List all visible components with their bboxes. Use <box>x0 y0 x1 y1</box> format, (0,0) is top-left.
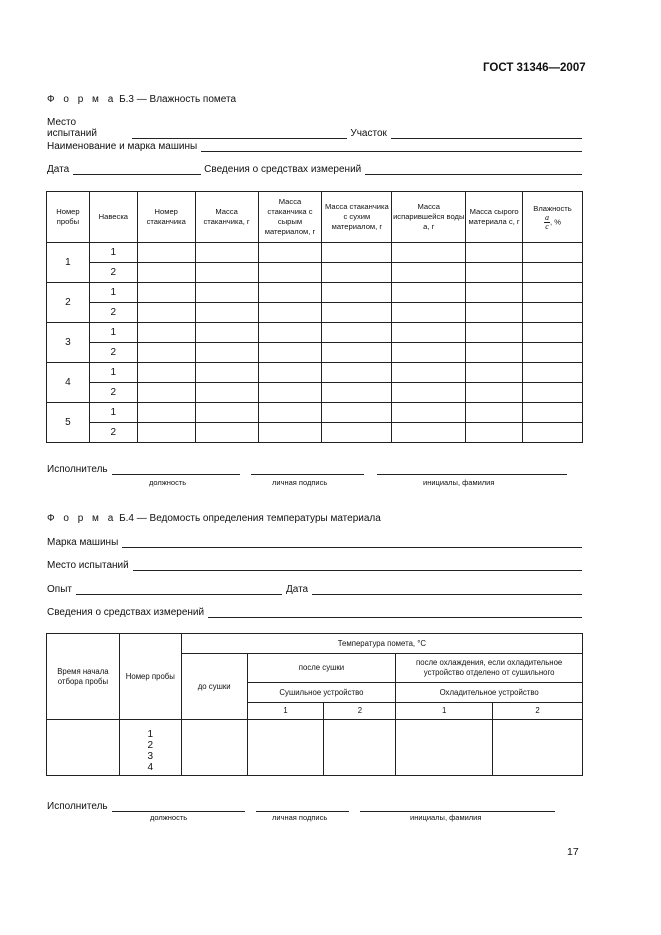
data-cell[interactable] <box>392 403 466 423</box>
data-cell[interactable] <box>493 720 583 776</box>
form-title-text: Б.3 — Влажность помета <box>119 94 237 105</box>
data-cell[interactable] <box>466 323 523 343</box>
data-cell[interactable] <box>523 263 583 283</box>
data-cell[interactable] <box>258 383 322 403</box>
caption-name: инициалы, фамилия <box>423 478 495 487</box>
weighing-number-cell: 2 <box>89 263 137 283</box>
data-cell[interactable] <box>195 303 258 323</box>
fraction-denominator: c <box>545 221 549 231</box>
col-water-mass: Масса испарившейся воды a, г <box>392 192 466 243</box>
col-start-time: Время начала отбора пробы <box>47 634 120 720</box>
data-cell[interactable] <box>392 423 466 443</box>
data-cell[interactable] <box>392 263 466 283</box>
field-label-brand: Марка машины <box>47 537 119 548</box>
time-cell[interactable] <box>47 720 120 776</box>
data-cell[interactable] <box>247 720 324 776</box>
field-row-instruments-b4 <box>47 607 582 618</box>
performer-row-b4 <box>47 801 555 812</box>
position-input-line[interactable] <box>112 801 245 812</box>
table-row <box>47 263 583 283</box>
data-cell[interactable] <box>195 403 258 423</box>
weighing-number-cell: 2 <box>89 383 137 403</box>
form-label: Ф о р м а <box>47 513 117 524</box>
data-cell[interactable] <box>523 243 583 263</box>
sample-number: 2 <box>147 740 154 751</box>
temperature-table <box>46 633 583 776</box>
data-cell[interactable] <box>322 263 392 283</box>
table-row <box>47 283 583 303</box>
data-cell[interactable] <box>258 423 322 443</box>
field-label-trial: Опыт <box>47 584 72 595</box>
col-raw-mass: Масса сырого материала c, г <box>466 192 523 243</box>
data-cell[interactable] <box>258 363 322 383</box>
performer-label: Исполнитель <box>47 464 108 475</box>
data-cell[interactable] <box>258 303 322 323</box>
weighing-number-cell: 2 <box>89 303 137 323</box>
data-cell[interactable] <box>523 283 583 303</box>
data-cell[interactable] <box>322 303 392 323</box>
data-cell[interactable] <box>137 423 195 443</box>
sample-number-cell: 4 <box>47 363 90 403</box>
data-cell[interactable] <box>137 383 195 403</box>
col-sub-1: 1 <box>396 703 493 720</box>
data-cell[interactable] <box>258 343 322 363</box>
machine-input-line[interactable] <box>201 141 582 152</box>
place-input-line[interactable] <box>133 560 582 571</box>
data-cell[interactable] <box>322 283 392 303</box>
col-temperature: Температура помета, °С <box>181 634 582 654</box>
col-sub-1: 1 <box>247 703 324 720</box>
data-cell[interactable] <box>523 383 583 403</box>
data-cell[interactable] <box>195 363 258 383</box>
data-cell[interactable] <box>392 303 466 323</box>
col-sample: Номер пробы <box>47 192 90 243</box>
field-row-brand <box>47 537 582 548</box>
data-cell[interactable] <box>195 383 258 403</box>
data-cell[interactable] <box>523 363 583 383</box>
sample-number: 1 <box>147 729 154 740</box>
data-cell[interactable] <box>195 343 258 363</box>
data-cell[interactable] <box>466 423 523 443</box>
sample-number: 3 <box>147 751 154 762</box>
data-cell[interactable] <box>392 243 466 263</box>
field-label-date: Дата <box>285 584 309 595</box>
table-row <box>47 403 583 423</box>
humidity-label: Влажность <box>533 203 572 213</box>
weighing-number-cell: 1 <box>89 323 137 343</box>
performer-label: Исполнитель <box>47 801 108 812</box>
col-sample: Номер пробы <box>119 634 181 720</box>
section-input-line[interactable] <box>391 128 582 139</box>
data-cell[interactable] <box>137 403 195 423</box>
signature-input-line[interactable] <box>256 801 349 812</box>
date-input-line[interactable] <box>312 584 582 595</box>
data-cell[interactable] <box>195 283 258 303</box>
field-row-date <box>47 164 582 175</box>
position-input-line[interactable] <box>112 464 240 475</box>
page-number: 17 <box>567 846 579 858</box>
caption-position: должность <box>149 478 187 487</box>
instruments-input-line[interactable] <box>365 164 582 175</box>
humidity-table <box>46 191 583 443</box>
data-cell[interactable] <box>258 243 322 263</box>
data-cell[interactable] <box>181 720 247 776</box>
caption-signature: личная подпись <box>272 813 328 822</box>
col-wet-mass: Масса стаканчика с сырым материалом, г <box>258 192 322 243</box>
data-cell[interactable] <box>137 263 195 283</box>
humidity-table-body <box>47 243 583 443</box>
table-row <box>47 243 583 263</box>
data-cell[interactable] <box>466 343 523 363</box>
weighing-number-cell: 1 <box>89 363 137 383</box>
data-cell[interactable] <box>137 323 195 343</box>
col-before-drying: до сушки <box>181 654 247 720</box>
data-cell[interactable] <box>523 423 583 443</box>
data-cell[interactable] <box>322 323 392 343</box>
humidity-unit: , % <box>550 217 562 226</box>
name-input-line[interactable] <box>377 464 567 475</box>
data-cell[interactable] <box>258 323 322 343</box>
weighing-number-cell: 1 <box>89 243 137 263</box>
trial-input-line[interactable] <box>76 584 282 595</box>
form-label: Ф о р м а <box>47 94 117 105</box>
performer-row-b3 <box>47 464 567 475</box>
data-cell[interactable] <box>322 383 392 403</box>
data-cell[interactable] <box>322 243 392 263</box>
field-label-date: Дата <box>47 164 70 175</box>
field-row-trial <box>47 584 582 595</box>
data-cell[interactable] <box>523 343 583 363</box>
field-label-instruments: Сведения о средствах измерений <box>204 164 362 175</box>
col-humidity <box>523 192 583 243</box>
table-row <box>47 423 583 443</box>
caption-name: инициалы, фамилия <box>410 813 482 822</box>
col-dryer: Сушильное устройство <box>247 683 396 703</box>
sample-number-cell: 5 <box>47 403 90 443</box>
data-cell[interactable] <box>466 303 523 323</box>
data-cell[interactable] <box>322 343 392 363</box>
field-row-machine <box>47 141 582 152</box>
name-input-line[interactable] <box>360 801 555 812</box>
sample-number-cell: 3 <box>47 323 90 363</box>
field-label-machine: Наименование и марка машины <box>47 141 198 152</box>
caption-position: должность <box>150 813 188 822</box>
brand-input-line[interactable] <box>122 537 582 548</box>
data-cell[interactable] <box>258 403 322 423</box>
sample-number: 4 <box>147 762 154 773</box>
table-row <box>47 303 583 323</box>
data-cell[interactable] <box>392 363 466 383</box>
data-cell[interactable] <box>392 343 466 363</box>
data-cell[interactable] <box>523 403 583 423</box>
data-cell[interactable] <box>392 383 466 403</box>
field-row-place <box>47 117 582 139</box>
table-row <box>47 383 583 403</box>
weighing-number-cell: 2 <box>89 423 137 443</box>
table-row <box>47 323 583 343</box>
sample-number-cell: 1 <box>47 243 90 283</box>
instruments-input-line[interactable] <box>208 607 582 618</box>
table-row <box>47 363 583 383</box>
col-cooler: Охладительное устройство <box>396 683 583 703</box>
field-row-place-b4 <box>47 560 582 571</box>
data-cell[interactable] <box>466 363 523 383</box>
form-b4-title <box>47 513 381 524</box>
fraction-numerator: a <box>545 212 550 222</box>
form-title-text: Б.4 — Ведомость определения температуры материала <box>119 513 381 524</box>
weighing-number-cell: 2 <box>89 343 137 363</box>
data-cell[interactable] <box>466 403 523 423</box>
data-cell[interactable] <box>137 303 195 323</box>
data-cell[interactable] <box>523 303 583 323</box>
signature-input-line[interactable] <box>251 464 364 475</box>
data-cell[interactable] <box>322 403 392 423</box>
field-label-place: Место испытаний <box>47 117 97 139</box>
data-cell[interactable] <box>195 423 258 443</box>
col-sub-2: 2 <box>493 703 583 720</box>
col-cup-mass: Масса стаканчика, г <box>195 192 258 243</box>
data-cell[interactable] <box>195 263 258 283</box>
date-input-line[interactable] <box>73 164 201 175</box>
sample-numbers-cell <box>119 720 181 776</box>
data-cell[interactable] <box>137 363 195 383</box>
col-weighing: Навеска <box>89 192 137 243</box>
data-cell[interactable] <box>137 343 195 363</box>
data-cell[interactable] <box>523 323 583 343</box>
data-cell[interactable] <box>195 323 258 343</box>
weighing-number-cell: 1 <box>89 403 137 423</box>
col-after-cooling: после охлаждения, если охладительное устройство отделено от сушильного <box>396 654 583 683</box>
table-row <box>47 343 583 363</box>
col-cup-number: Номер стаканчика <box>137 192 195 243</box>
field-label-section: Участок <box>350 128 387 139</box>
data-cell[interactable] <box>466 283 523 303</box>
data-cell[interactable] <box>258 283 322 303</box>
weighing-number-cell: 1 <box>89 283 137 303</box>
data-cell[interactable] <box>392 283 466 303</box>
data-cell[interactable] <box>322 423 392 443</box>
data-cell[interactable] <box>392 323 466 343</box>
col-sub-2: 2 <box>324 703 396 720</box>
col-dry-mass: Масса стаканчика с сухим материалом, г <box>322 192 392 243</box>
col-after-drying: после сушки <box>247 654 396 683</box>
standard-number: ГОСТ 31346—2007 <box>483 62 586 74</box>
form-b3-title <box>47 94 236 105</box>
place-input-line[interactable] <box>132 128 347 139</box>
data-cell[interactable] <box>466 263 523 283</box>
data-cell[interactable] <box>195 243 258 263</box>
data-cell[interactable] <box>466 383 523 403</box>
caption-signature: личная подпись <box>272 478 328 487</box>
field-label-place: Место испытаний <box>47 560 129 571</box>
data-cell[interactable] <box>396 720 493 776</box>
data-cell[interactable] <box>258 263 322 283</box>
data-cell[interactable] <box>137 243 195 263</box>
data-cell[interactable] <box>466 243 523 263</box>
data-cell[interactable] <box>137 283 195 303</box>
sample-number-cell: 2 <box>47 283 90 323</box>
field-label-instruments: Сведения о средствах измерений <box>47 607 205 618</box>
data-cell[interactable] <box>322 363 392 383</box>
data-cell[interactable] <box>324 720 396 776</box>
